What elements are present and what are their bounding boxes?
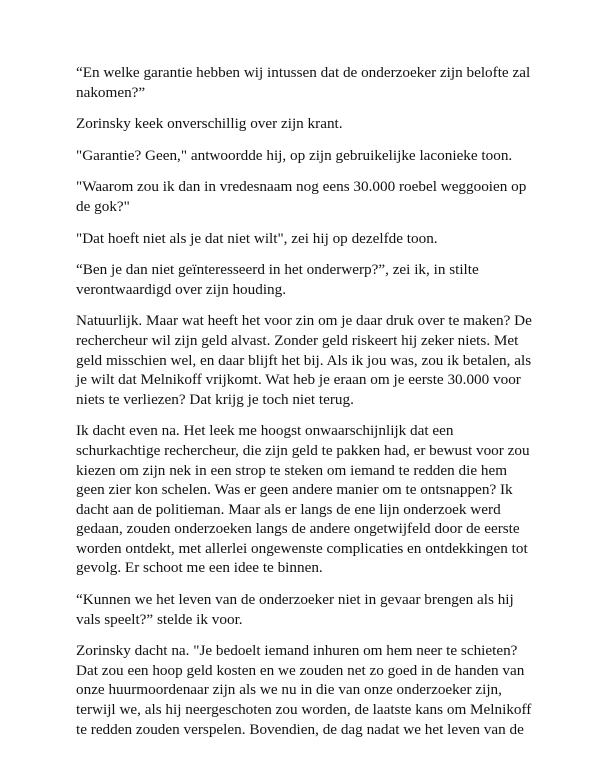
paragraph: "Dat hoeft niet als je dat niet wilt", zei hij op dezelfde toon. bbox=[76, 229, 438, 247]
paragraph: Ik dacht even na. Het leek me hoogst onwaarschijnlijk dat een schurkachtige rechercheur, die zijn geld te pakken had, er bewust voor zou kiezen om zijn nek in een strop te steken om iemand te redden die hem geen zier kon schelen. Was er geen andere manier om te ontsnappen? Ik dacht aan de politieman. Maar als er langs de ene lijn onderzoek werd gedaan, zouden onderzoeken langs de andere ongetwijfeld door de eerste worden ontdekt, met allerlei ongewenste complicaties en ontdekkingen tot gevolg. Er schoot me een idee te binnen. bbox=[76, 422, 530, 577]
paragraph: “Kunnen we het leven van de onderzoeker niet in gevaar brengen als hij vals speelt?” stelde ik voor. bbox=[76, 591, 514, 628]
paragraph: “Ben je dan niet geïnteresseerd in het onderwerp?”, zei ik, in stilte verontwaardigd over zijn houding. bbox=[76, 261, 479, 298]
paragraph: Zorinsky keek onverschillig over zijn krant. bbox=[76, 115, 343, 133]
paragraph: Zorinsky dacht na. "Je bedoelt iemand inhuren om hem neer te schieten? Dat zou een hoop geld kosten en we zouden net zo goed in de handen van onze huurmoordenaar zijn als we nu in die van onze onderzoeker zijn, terwijl we, als hij neergeschoten zou worden, de laatste kans om Melnikoff te redden zouden verspelen. Bovendien, de dag nadat we het leven van de bbox=[76, 642, 532, 738]
paragraph: “En welke garantie hebben wij intussen dat de onderzoeker zijn belofte zal nakomen?” bbox=[76, 64, 531, 101]
paragraph: "Waarom zou ik dan in vredesnaam nog eens 30.000 roebel weggooien op de gok?" bbox=[76, 178, 527, 215]
document-page bbox=[76, 63, 532, 751]
paragraph: "Garantie? Geen," antwoordde hij, op zijn gebruikelijke laconieke toon. bbox=[76, 146, 513, 164]
paragraph: Natuurlijk. Maar wat heeft het voor zin om je daar druk over te maken? De rechercheur wil zijn geld alvast. Zonder geld riskeert hij zeker niets. Met geld misschien wel, en daar blijft het bij. Als ik jou was, zou ik betalen, als je wilt dat Melnikoff vrijkomt. Wat heb je eraan om je eerste 30.000 voor niets te verliezen? Dat krijg je toch niet terug. bbox=[76, 312, 532, 408]
